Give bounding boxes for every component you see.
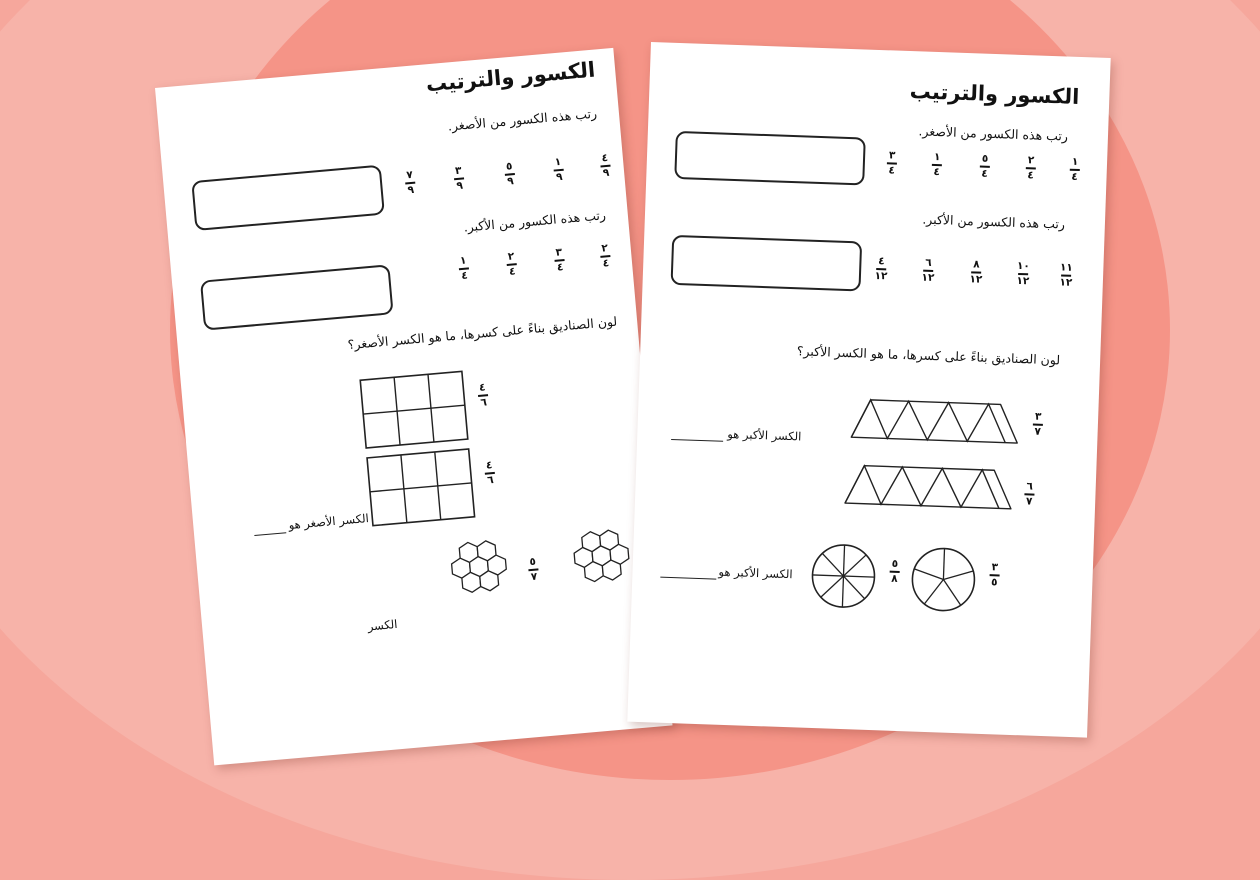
answer-box[interactable] bbox=[671, 235, 863, 292]
answer-blank[interactable] bbox=[254, 532, 286, 536]
q1-instruction: رتب هذه الكسور من الأصغر. bbox=[918, 123, 1069, 144]
fraction: ٤ ٩ bbox=[601, 151, 610, 179]
fraction: ٢ ٤ bbox=[600, 242, 610, 270]
triangle-strip-shape[interactable] bbox=[843, 463, 1014, 511]
fraction: ١ ٤ bbox=[459, 254, 469, 282]
fraction: ٣ ٤ bbox=[555, 246, 564, 274]
fraction: ١ ٤ bbox=[1071, 155, 1079, 183]
fraction: ٦ ١٢ bbox=[921, 256, 935, 284]
answer-label-partial: الكسر bbox=[367, 616, 398, 634]
fraction: ٥ ٤ bbox=[981, 152, 989, 180]
answer-box[interactable] bbox=[191, 165, 385, 231]
q3-instruction: لون الصناديق بناءً على كسرها، ما هو الكسر الأصغر؟ bbox=[347, 313, 618, 353]
hexagon-shape[interactable] bbox=[427, 521, 535, 629]
fraction: ٢ ٤ bbox=[1027, 154, 1035, 181]
fraction: ٤ ١٢ bbox=[874, 255, 888, 282]
worksheet-title: الكسور والترتيب bbox=[424, 57, 597, 97]
fraction: ١٠ ١٢ bbox=[1016, 259, 1031, 287]
fraction: ٢ ٤ bbox=[507, 250, 517, 278]
q2-instruction: رتب هذه الكسور من الأكبر. bbox=[922, 211, 1066, 232]
answer-box[interactable] bbox=[200, 264, 394, 330]
right-worksheet bbox=[627, 42, 1110, 738]
fraction: ٣ ٥ bbox=[990, 561, 999, 588]
fraction: ٥ ٩ bbox=[505, 160, 515, 188]
fraction: ٦ ٧ bbox=[1025, 480, 1034, 508]
fraction: ٣ ٤ bbox=[888, 149, 896, 177]
worksheet-title: الكسور والترتيب bbox=[909, 79, 1080, 109]
answer-box[interactable] bbox=[674, 131, 866, 186]
fraction: ٣ ٧ bbox=[1034, 410, 1042, 438]
fraction: ٤ ٦ bbox=[478, 381, 488, 409]
fraction: ٨ ١٢ bbox=[969, 258, 983, 286]
circle-eighths-shape[interactable] bbox=[809, 542, 877, 610]
answer-blank[interactable] bbox=[660, 577, 716, 580]
fraction: ٥ ٧ bbox=[529, 555, 538, 583]
fraction: ١ ٤ bbox=[933, 150, 941, 178]
fraction: ٣ ٩ bbox=[454, 164, 464, 192]
q2-instruction: رتب هذه الكسور من الأكبر. bbox=[463, 207, 607, 235]
grid-shape[interactable] bbox=[366, 448, 476, 527]
answer-label: الكسر الأصغر هو bbox=[287, 511, 370, 532]
fraction: ١١ ١٢ bbox=[1059, 261, 1073, 289]
left-worksheet bbox=[155, 48, 673, 766]
answer-label: الكسر الأكبر هو bbox=[718, 564, 793, 582]
q3-instruction: لون الصناديق بناءً على كسرها، ما هو الكسر الأكبر؟ bbox=[796, 343, 1061, 368]
circle-fifths-shape[interactable] bbox=[909, 545, 977, 613]
fraction: ٧ ٩ bbox=[405, 168, 415, 196]
triangle-strip-shape[interactable] bbox=[849, 397, 1020, 445]
fraction: ١ ٩ bbox=[554, 155, 563, 183]
q1-instruction: رتب هذه الكسور من الأصغر. bbox=[447, 105, 598, 134]
fraction: ٤ ٦ bbox=[485, 459, 495, 487]
answer-label: الكسر الأكبر هو bbox=[727, 426, 802, 444]
answer-blank[interactable] bbox=[671, 439, 723, 442]
grid-shape[interactable] bbox=[359, 370, 469, 449]
fraction: ٥ ٨ bbox=[891, 557, 899, 585]
